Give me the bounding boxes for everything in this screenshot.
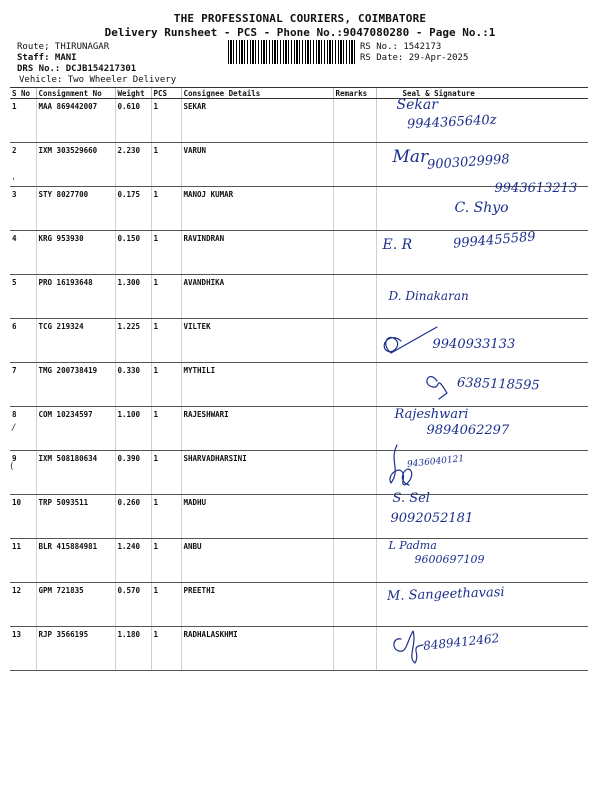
- cell-pcs: 1: [151, 187, 181, 231]
- cell-remarks: [333, 275, 376, 319]
- cell-remarks: [333, 539, 376, 583]
- cell-sno: 6: [10, 319, 36, 363]
- margin-mark: (: [9, 462, 15, 472]
- signature-phone: 9940933133: [432, 337, 516, 352]
- cell-consignment: BLR 415884981: [36, 539, 115, 583]
- table-row: [10, 187, 588, 231]
- table-row: [10, 451, 588, 495]
- cell-sno: 7: [10, 363, 36, 407]
- cell-sno: 5: [10, 275, 36, 319]
- staff-label: Staff: MANI: [17, 53, 77, 63]
- cell-consignment: IXM 508180634: [36, 451, 115, 495]
- cell-remarks: [333, 143, 376, 187]
- cell-consignment: RJP 3566195: [36, 627, 115, 671]
- cell-pcs: 1: [151, 319, 181, 363]
- cell-consignee: PREETHI: [181, 583, 333, 627]
- cell-pcs: 1: [151, 231, 181, 275]
- col-pcs: PCS: [151, 88, 181, 99]
- table-row: [10, 407, 588, 451]
- table-row: [10, 363, 588, 407]
- signature-phone: 9600697109: [414, 553, 485, 566]
- cell-remarks: [333, 451, 376, 495]
- cell-weight: 0.260: [115, 495, 151, 539]
- signature-cell: [376, 583, 588, 627]
- cell-remarks: [333, 495, 376, 539]
- cell-pcs: 1: [151, 539, 181, 583]
- signature-phone: 9894062297: [426, 423, 510, 438]
- cell-pcs: 1: [151, 627, 181, 671]
- table-row: [10, 627, 588, 671]
- signature-name: S. Sel: [392, 491, 430, 506]
- margin-mark: /: [11, 423, 17, 433]
- vehicle-label: Vehicle: Two Wheeler Delivery: [19, 75, 177, 85]
- cell-sno: 4: [10, 231, 36, 275]
- col-weight: Weight: [115, 88, 151, 99]
- cell-remarks: [333, 99, 376, 143]
- table-row: [10, 275, 588, 319]
- cell-weight: 0.390: [115, 451, 151, 495]
- cell-sno: 10: [10, 495, 36, 539]
- cell-sno: 8: [10, 407, 36, 451]
- cell-consignee: MYTHILI: [181, 363, 333, 407]
- margin-mark: ': [11, 177, 17, 187]
- cell-pcs: 1: [151, 583, 181, 627]
- table-row: [10, 495, 588, 539]
- cell-weight: 1.225: [115, 319, 151, 363]
- cell-weight: 1.180: [115, 627, 151, 671]
- runsheet-title: Delivery Runsheet - PCS - Phone No.:9047080280 - Page No.:1: [104, 26, 496, 39]
- signature-phone: 8489412462: [421, 631, 500, 653]
- signature-cell: [376, 491, 588, 539]
- cell-consignee: MADHU: [181, 495, 333, 539]
- rs-number: RS No.: 1542173: [360, 42, 442, 52]
- cell-remarks: [333, 231, 376, 275]
- cell-pcs: 1: [151, 99, 181, 143]
- rs-date: RS Date: 29-Apr-2025: [360, 53, 469, 63]
- signature-cell: [376, 275, 588, 319]
- cell-consignee: RADHALASKHMI: [181, 627, 333, 671]
- company-title: THE PROFESSIONAL COURIERS, COIMBATORE: [173, 12, 427, 25]
- table-row: [10, 319, 588, 363]
- signature-cell: [376, 319, 588, 363]
- cell-consignment: KRG 953930: [36, 231, 115, 275]
- cell-pcs: 1: [151, 275, 181, 319]
- barcode: [228, 40, 356, 64]
- cell-weight: 2.230: [115, 143, 151, 187]
- cell-remarks: [333, 627, 376, 671]
- cell-pcs: 1: [151, 451, 181, 495]
- cell-pcs: 1: [151, 407, 181, 451]
- cell-pcs: 1: [151, 363, 181, 407]
- col-seal-signature: Seal & Signature: [376, 88, 588, 99]
- signature-phone: 9003029998: [426, 152, 510, 173]
- signature-scribble: [377, 451, 597, 492]
- cell-sno: 9: [10, 451, 36, 495]
- signature-name: C. Shyo: [454, 200, 509, 216]
- cell-consignment: COM 10234597: [36, 407, 115, 451]
- signature-cell: [376, 231, 588, 275]
- cell-weight: 0.150: [115, 231, 151, 275]
- cell-remarks: [333, 363, 376, 407]
- signature-phone: 9943613213: [494, 181, 578, 196]
- signature-name: E. R: [382, 237, 413, 253]
- cell-remarks: [333, 583, 376, 627]
- cell-weight: 0.570: [115, 583, 151, 627]
- signature-cell: [376, 181, 588, 231]
- route-label: Route; THIRUNAGAR: [17, 42, 110, 52]
- cell-consignment: GPM 721835: [36, 583, 115, 627]
- delivery-table: [10, 87, 588, 671]
- table-row: [10, 231, 588, 275]
- signature-name: M. Sangeethavasi: [386, 584, 505, 605]
- cell-weight: 0.610: [115, 99, 151, 143]
- cell-weight: 1.100: [115, 407, 151, 451]
- table-row: [10, 539, 588, 583]
- signature-name: L Padma: [388, 539, 437, 552]
- col-sno: S No: [10, 88, 36, 99]
- table-row: [10, 583, 588, 627]
- signature-phone: 9944365640z: [406, 112, 497, 133]
- cell-sno: 1: [10, 99, 36, 143]
- table-row: [10, 99, 588, 143]
- cell-pcs: 1: [151, 143, 181, 187]
- drs-number: DRS No.: DCJB154217301: [17, 64, 137, 74]
- cell-consignee: VARUN: [181, 143, 333, 187]
- cell-consignee: RAVINDRAN: [181, 231, 333, 275]
- cell-consignee: VILTEK: [181, 319, 333, 363]
- cell-consignment: MAA 869442007: [36, 99, 115, 143]
- col-consignment: Consignment No: [36, 88, 115, 99]
- cell-weight: 0.175: [115, 187, 151, 231]
- cell-consignment: IXM 303529660: [36, 143, 115, 187]
- signature-phone: 9092052181: [390, 511, 474, 526]
- signature-cell: [376, 451, 588, 495]
- signature-name: Rajeshwari: [394, 407, 469, 422]
- cell-weight: 1.300: [115, 275, 151, 319]
- signature-cell: [376, 99, 588, 143]
- cell-remarks: [333, 187, 376, 231]
- table-row: [10, 143, 588, 187]
- signature-name: Sekar: [396, 97, 438, 113]
- cell-consignment: TMG 200738419: [36, 363, 115, 407]
- signature-name: Mar: [392, 147, 429, 167]
- cell-sno: 3: [10, 187, 36, 231]
- signature-name: D. Dinakaran: [388, 289, 469, 303]
- cell-consignment: TRP 5093511: [36, 495, 115, 539]
- col-consignee: Consignee Details: [181, 88, 333, 99]
- cell-consignee: AVANDHIKA: [181, 275, 333, 319]
- cell-remarks: [333, 319, 376, 363]
- signature-cell: [376, 539, 588, 583]
- cell-consignee: SEKAR: [181, 99, 333, 143]
- cell-sno: 13: [10, 627, 36, 671]
- signature-cell: [376, 143, 588, 187]
- col-remarks: Remarks: [333, 88, 376, 99]
- signature-phone: 6385118595: [456, 375, 540, 394]
- cell-weight: 0.330: [115, 363, 151, 407]
- cell-consignee: MANOJ KUMAR: [181, 187, 333, 231]
- cell-pcs: 1: [151, 495, 181, 539]
- table-header: [10, 88, 588, 99]
- cell-consignment: TCG 219324: [36, 319, 115, 363]
- signature-cell: [376, 363, 588, 407]
- signature-cell: [376, 407, 588, 451]
- cell-consignment: PRO 16193648: [36, 275, 115, 319]
- cell-sno: 12: [10, 583, 36, 627]
- cell-consignee: ANBU: [181, 539, 333, 583]
- signature-cell: [376, 627, 588, 671]
- cell-sno: 2: [10, 143, 36, 187]
- signature-phone: 9994455589: [452, 229, 536, 252]
- cell-weight: 1.240: [115, 539, 151, 583]
- cell-remarks: [333, 407, 376, 451]
- signature-phone: 9436040121: [406, 454, 465, 470]
- cell-consignment: STY 8027700: [36, 187, 115, 231]
- cell-consignee: RAJESHWARI: [181, 407, 333, 451]
- cell-consignee: SHARVADHARSINI: [181, 451, 333, 495]
- cell-sno: 11: [10, 539, 36, 583]
